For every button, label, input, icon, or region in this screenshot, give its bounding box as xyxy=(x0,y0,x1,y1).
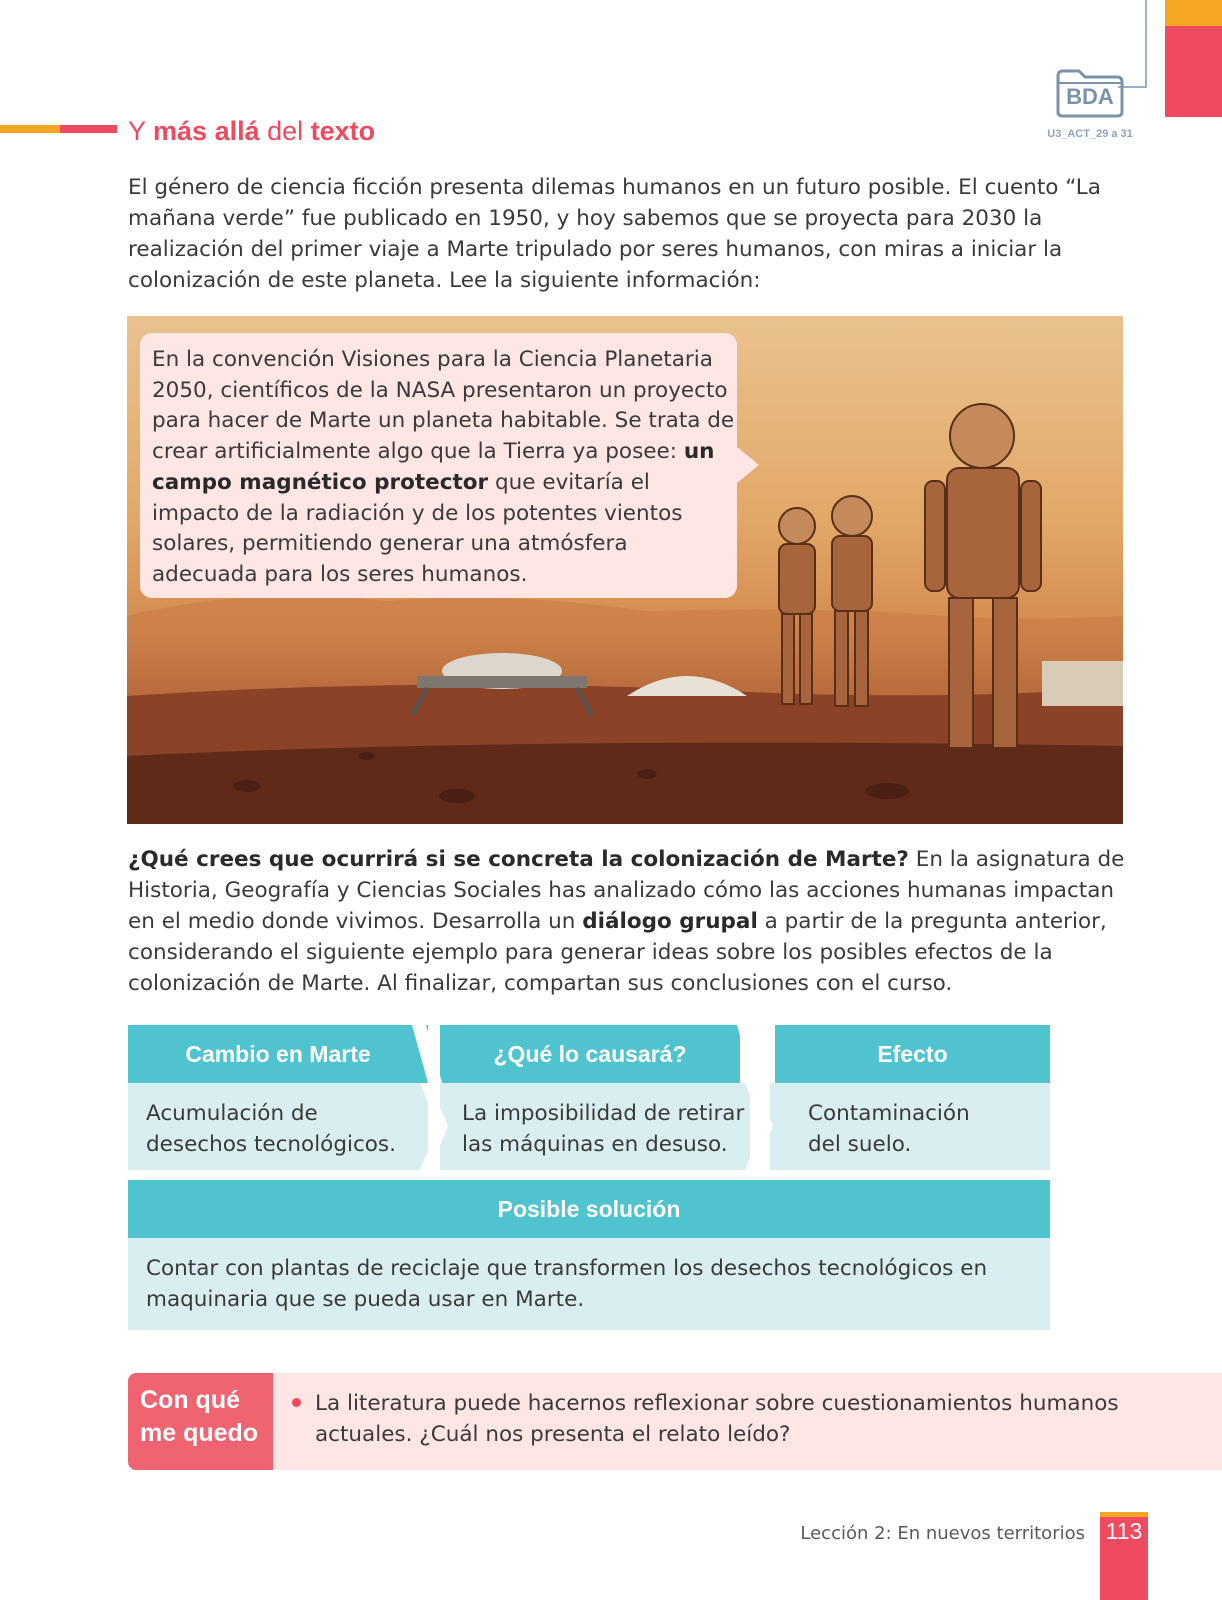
table-cell-efecto: Contaminación del suelo. xyxy=(770,1083,1050,1170)
highlighted-term: un campo magnético protector xyxy=(152,439,715,495)
chevron-separator xyxy=(420,1083,452,1170)
table-header-efecto: Efecto xyxy=(775,1025,1050,1083)
section-title: Y más allá del texto xyxy=(128,116,376,146)
info-bubble-text: En la convención Visiones para la Ciencia Planetaria 2050, científicos de la NASA presentaron un proyecto para hacer de Marte un planeta habitable. Se trata de crear artificialmente algo que la Tierra ya posee: un campo magnético protector que evitaría el impacto de la radiación y de los potentes vientos solares, permitiendo generar una atmósfera adecuada para los seres humanos. xyxy=(152,347,735,587)
bullet-icon xyxy=(292,1398,301,1407)
title-accent-bar xyxy=(60,125,117,133)
table-cell-solucion: Contar con plantas de reciclaje que transformen los desechos tecnológicos en maquinaria que se pueda usar en Marte. xyxy=(128,1238,1050,1330)
bda-connector-line xyxy=(1145,0,1147,88)
table-cell-cambio: Acumulación de desechos tecnológicos. xyxy=(128,1083,428,1170)
table-header-solucion: Posible solución xyxy=(128,1180,1050,1238)
table-header-cambio: Cambio en Marte xyxy=(128,1025,428,1083)
intro-paragraph: El género de ciencia ficción presenta dilemas humanos en un futuro posible. El cuento “La mañana verde” fue publicado en 1950, y hoy sabemos que se proyecta para 2030 la realización del primer viaje a Marte tripulado por seres humanos, con miras a iniciar la colonización de este planeta. Lee la siguiente información: xyxy=(128,175,1101,293)
corner-tab-orange xyxy=(1165,0,1222,26)
bda-activity-code: U3_ACT_29 a 31 xyxy=(1047,128,1133,140)
con-que-me-quedo-item: La literatura puede hacernos reflexionar sobre cuestionamientos humanos actuales. ¿Cuál nos presenta el relato leído? xyxy=(315,1391,1119,1447)
page-number-accent xyxy=(1100,1512,1148,1517)
chevron-separator xyxy=(745,1083,777,1170)
lesson-label: Lección 2: En nuevos territorios xyxy=(800,1523,1085,1544)
corner-tab-red xyxy=(1165,26,1222,117)
table-cell-causa: La imposibilidad de retirar las máquinas en desuso. xyxy=(440,1083,750,1170)
con-que-me-quedo-label: Con qué me quedo xyxy=(140,1386,259,1447)
bda-badge-label: BDA xyxy=(1066,84,1114,109)
page-number: 113 xyxy=(1105,1518,1143,1544)
speech-bubble-tail xyxy=(737,447,759,483)
activity-paragraph: ¿Qué crees que ocurrirá si se concreta la colonización de Marte? En la asignatura de Historia, Geografía y Ciencias Sociales has analizado cómo las acciones humanas impactan en el medio donde vivimos. Desarrolla un diálogo grupal a partir de la pregunta anterior, considerando el siguiente ejemplo para generar ideas sobre los posibles efectos de la colonización de Marte. Al finalizar, compartan sus conclusiones con el curso. xyxy=(128,847,1125,996)
title-accent-bar xyxy=(0,125,60,133)
table-header-causa: ¿Qué lo causará? xyxy=(440,1025,740,1083)
